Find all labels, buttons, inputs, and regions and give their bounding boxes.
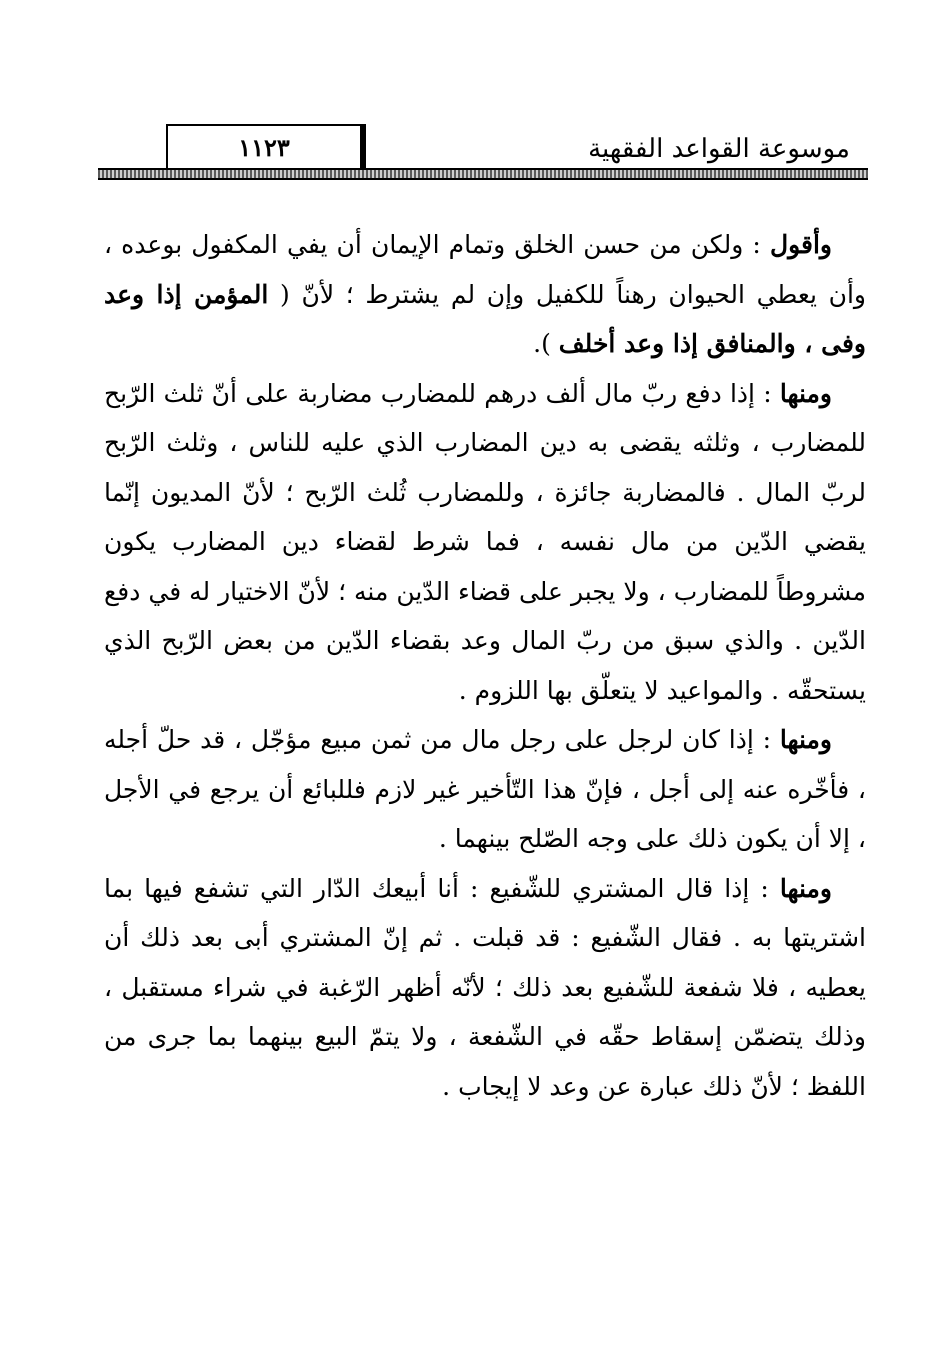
hadith-quote: المؤمن إذا وعد وفى ، والمنافق إذا وعد أخلف: [104, 279, 866, 358]
paragraph-2: [104, 369, 866, 716]
paragraph-text: : إذا قال المشتري للشّفيع : أنا أبيعك الدّار التي تشفع فيها بما اشتريتها به . فقال الشّفيع : قد قبلت . ثم إنّ المشتري أبى بعد ذلك أن يعطيه ، فلا شفعة للشّفيع بعد ذلك ؛ لأنّه أظهر الرّغبة في شراء مستقبل ، وذلك يتضمّن إسقاط حقّه في الشّفعة ، ولا يتمّ البيع بينهما بما جرى من اللفظ ؛ لأنّ ذلك عبارة عن وعد لا إيجاب .: [104, 873, 866, 1101]
paragraph-tail: ).: [533, 329, 559, 358]
paragraph-text: : ولكن من حسن الخلق وتمام الإيمان أن يفي المكفول بوعده ، وأن يعطي الحيوان رهناً للكفيل وإن لم يشترط ؛ لأنّ (: [104, 230, 866, 309]
paragraph-lead: ومنها: [779, 873, 832, 903]
paragraph-4: [104, 864, 866, 1112]
paragraph-text: : إذا دفع ربّ مال ألف درهم للمضارب مضاربة على أنّ ثلث الرّبح للمضارب ، وثلثه يقضى به دين المضارب الذي عليه للناس ، وثلث الرّبح لربّ المال . فالمضاربة جائزة ، وللمضارب ثُلث الرّبح ؛ لأنّ المديون إنّما يقضي الدّين من مال نفسه ، فما شرط لقضاء دين المضارب يكون مشروطاً للمضارب ، ولا يجبر على قضاء الدّين منه ؛ لأنّ الاختيار له في دفع الدّين . والذي سبق من ربّ المال وعد بقضاء الدّين من بعض الرّبح الذي يستحقّه . والمواعيد لا يتعلّق بها اللزوم .: [104, 378, 866, 705]
running-header: [98, 120, 868, 180]
body-text: [104, 220, 866, 1111]
paragraph-3: [104, 715, 866, 864]
paragraph-lead: ومنها: [779, 378, 832, 408]
paragraph-1: [104, 220, 866, 369]
page-number: ١١٢٣: [166, 124, 366, 172]
paragraph-text: : إذا كان لرجل على رجل مال من ثمن مبيع مؤجّل ، قد حلّ أجله ، فأخّره عنه إلى أجل ، فإنّ هذا التّأخير غير لازم فللبائع أن يرجع في الأجل ، إلا أن يكون ذلك على وجه الصّلح بينهما .: [104, 725, 866, 853]
paragraph-lead: وأقول: [769, 230, 832, 259]
header-rule: [98, 168, 868, 180]
paragraph-lead: ومنها: [779, 725, 832, 754]
book-title: موسوعة القواعد الفقهية: [588, 134, 850, 164]
